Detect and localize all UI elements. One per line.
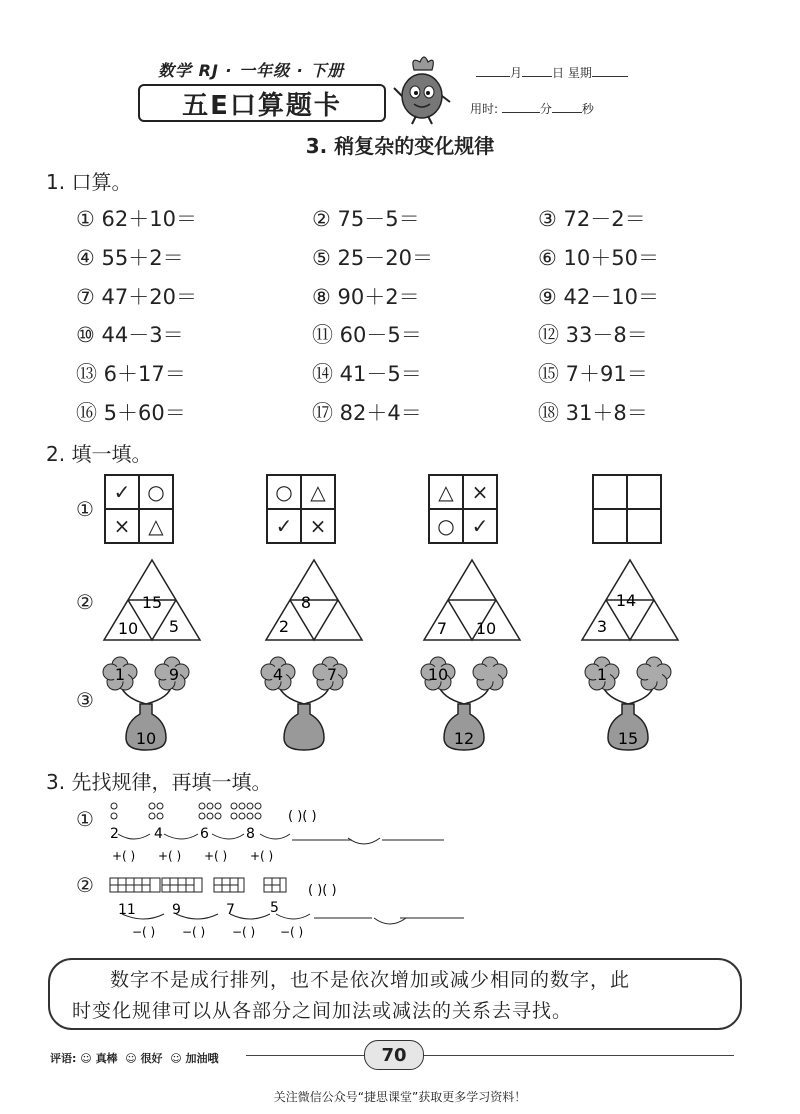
operation-blank: −( )	[132, 925, 156, 939]
tip-line: 时变化规律可以从各部分之间加法或减法的关系去寻找。	[72, 1000, 573, 1022]
vase-number: 10	[135, 729, 157, 748]
operation-blank: +( )	[112, 849, 136, 863]
calc-item: ⑬ 6＋17＝	[76, 362, 186, 386]
date-field	[476, 64, 628, 81]
calc-item: ⑫ 33－8＝	[538, 323, 648, 347]
time-label: 用时:	[470, 102, 499, 116]
answer-grid[interactable]	[592, 474, 662, 544]
grid-cell: ✓	[463, 509, 497, 543]
grid-cell: ○	[139, 475, 173, 509]
face-cheer-icon[interactable]: ☺	[170, 1052, 182, 1065]
calc-item: ④ 55＋2＝	[76, 246, 184, 270]
month-label: 月	[510, 66, 523, 80]
pattern-row-blocks	[104, 876, 484, 940]
sequence-number: 9	[172, 902, 181, 918]
second-label: 秒	[581, 102, 594, 116]
day-label: 日	[552, 66, 565, 80]
triangle-left: 2	[278, 617, 290, 636]
minute-label: 分	[539, 102, 552, 116]
vase-number: 15	[617, 729, 639, 748]
weekday-label: 星期	[567, 66, 592, 80]
sequence-number: 8	[246, 826, 255, 842]
q3-label-1: ①	[76, 807, 94, 831]
q3-heading: 3. 先找规律，再填一填。	[46, 770, 272, 794]
calc-item: ③ 72－2＝	[538, 207, 646, 231]
grid-cell: ○	[267, 475, 301, 509]
calc-item: ⑭ 41－5＝	[312, 362, 422, 386]
calc-item: ⑧ 90＋2＝	[312, 285, 420, 309]
triangle-figure	[266, 560, 362, 640]
q1-heading: 1. 口算。	[46, 170, 132, 194]
vase-figure	[421, 657, 507, 750]
triangle-figure	[582, 560, 678, 640]
blank-parens: ( )( )	[288, 809, 317, 824]
triangle-figure	[424, 560, 520, 640]
q2-label-3: ③	[76, 688, 94, 712]
calc-item: ⑱ 31＋8＝	[538, 401, 648, 425]
triangle-top: 8	[300, 593, 312, 612]
lesson-title: 3. 稍复杂的变化规律	[305, 134, 495, 158]
grid-cell: △	[429, 475, 463, 509]
evaluation-option[interactable]: 加油哦	[185, 1052, 219, 1065]
flower-right: 7	[326, 665, 338, 684]
evaluation-row	[50, 1050, 219, 1066]
grid-cell: △	[301, 475, 335, 509]
grid-cell: ○	[429, 509, 463, 543]
operation-blank: −( )	[232, 925, 256, 939]
sequence-number: 2	[110, 826, 119, 842]
calc-item: ⑤ 25－20＝	[312, 246, 433, 270]
triangle-right: 5	[168, 617, 180, 636]
flower-vases	[100, 654, 720, 754]
divider-line	[246, 1055, 734, 1056]
time-field	[470, 100, 594, 117]
face-great-icon[interactable]: ☺	[80, 1052, 92, 1065]
operation-blank: +( )	[250, 849, 274, 863]
triangle-left: 3	[596, 617, 608, 636]
sequence-number: 4	[154, 826, 163, 842]
vase-figure	[585, 657, 671, 750]
evaluation-option[interactable]: 很好	[140, 1052, 163, 1065]
tip-line: 数字不是成行排列，也不是依次增加或减少相同的数字，此	[110, 969, 631, 991]
vase-number: 12	[453, 729, 475, 748]
page-number: 70	[364, 1040, 424, 1070]
q3-label-2: ②	[76, 873, 94, 897]
grid-cell[interactable]	[627, 509, 661, 543]
grid-cell: ✓	[267, 509, 301, 543]
q2-heading: 2. 填一填。	[46, 442, 152, 466]
sequence-number: 5	[270, 900, 279, 916]
operation-blank: −( )	[182, 925, 206, 939]
q2-label-2: ②	[76, 590, 94, 614]
mascot-icon	[392, 50, 454, 126]
operation-blank: −( )	[280, 925, 304, 939]
grid-cell: ×	[301, 509, 335, 543]
flower-left: 1	[114, 665, 126, 684]
triangle-top: 14	[615, 591, 637, 610]
triangle-left: 7	[436, 619, 448, 638]
triangle-right: 10	[475, 619, 497, 638]
operation-blank: +( )	[158, 849, 182, 863]
card-title: 五E口算题卡	[138, 84, 386, 122]
flower-left: 10	[427, 665, 449, 684]
grid-cell: ×	[105, 509, 139, 543]
calc-item: ⑯ 5＋60＝	[76, 401, 186, 425]
triangle-left: 10	[117, 619, 139, 638]
footer-note: 关注微信公众号“捷思课堂”获取更多学习资料！	[273, 1090, 527, 1104]
triangle-figure	[104, 560, 200, 640]
calc-item: ② 75－5＝	[312, 207, 420, 231]
evaluation-option[interactable]: 真棒	[95, 1052, 118, 1065]
blank-parens: ( )( )	[308, 883, 337, 898]
grid-cell: △	[139, 509, 173, 543]
face-good-icon[interactable]: ☺	[125, 1052, 137, 1065]
operation-blank: +( )	[204, 849, 228, 863]
triangle-top: 15	[141, 593, 163, 612]
calc-item: ⑦ 47＋20＝	[76, 285, 197, 309]
grid-cell[interactable]	[627, 475, 661, 509]
calc-item: ⑩ 44－3＝	[76, 323, 184, 347]
sequence-number: 11	[118, 902, 136, 918]
book-subtitle: 数学 RJ · 一年级 · 下册	[158, 61, 345, 80]
pattern-grid	[266, 474, 336, 544]
flower-left: 4	[272, 665, 284, 684]
evaluation-label: 评语:	[50, 1052, 77, 1065]
sequence-number: 6	[200, 826, 209, 842]
flower-left: 1	[596, 665, 608, 684]
sequence-number: 7	[226, 902, 235, 918]
pattern-row-circles	[104, 800, 464, 864]
vase-figure	[261, 657, 347, 750]
calc-item: ⑮ 7＋91＝	[538, 362, 648, 386]
grid-cell: ×	[463, 475, 497, 509]
calc-item: ⑥ 10＋50＝	[538, 246, 659, 270]
calc-item: ① 62＋10＝	[76, 207, 197, 231]
calc-item: ⑪ 60－5＝	[312, 323, 422, 347]
grid-cell[interactable]	[593, 509, 627, 543]
pattern-grid	[104, 474, 174, 544]
pattern-grid	[428, 474, 498, 544]
vase-figure	[103, 657, 189, 750]
grid-cell: ✓	[105, 475, 139, 509]
number-triangles	[100, 556, 720, 644]
grid-cell[interactable]	[593, 475, 627, 509]
flower-right: 9	[168, 665, 180, 684]
calc-item: ⑨ 42－10＝	[538, 285, 659, 309]
calc-item: ⑰ 82＋4＝	[312, 401, 422, 425]
q2-label-1: ①	[76, 497, 94, 521]
